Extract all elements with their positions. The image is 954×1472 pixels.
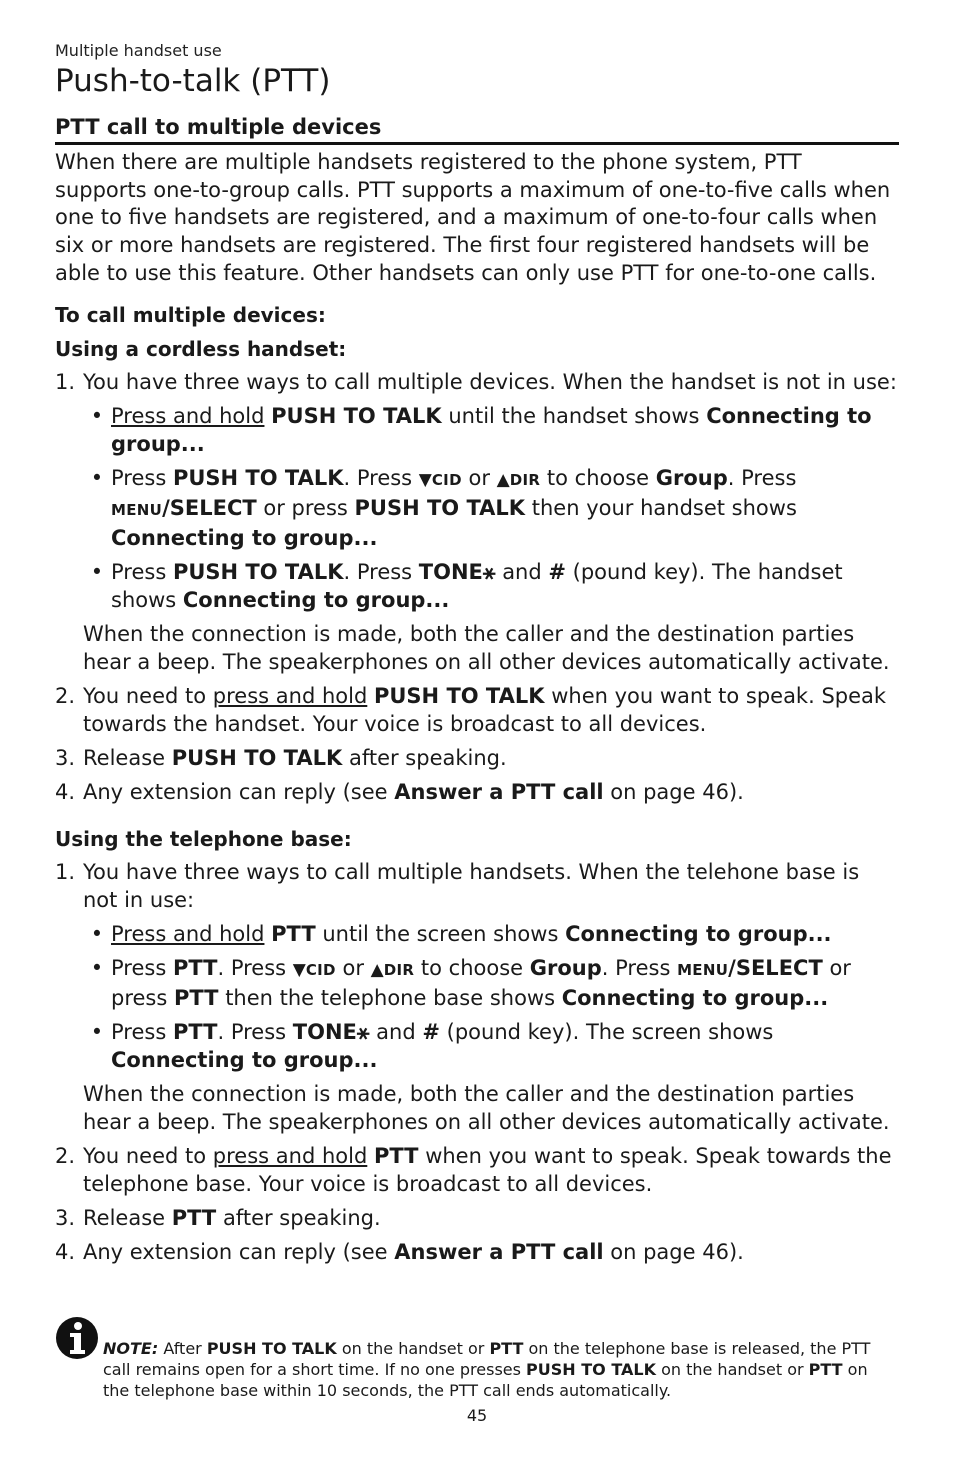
base-step-4: 4. Any extension can reply (see Answer a PTT call on page 46). (55, 1239, 744, 1264)
handset-bullets (83, 402, 899, 614)
page-number: 45 (466, 1406, 488, 1425)
down-arrow-icon: ▼ (418, 469, 432, 490)
list-item: • Press and hold PUSH TO TALK until the handset shows Connecting to group... (90, 403, 872, 456)
handset-step-4: 4. Any extension can reply (see Answer a PTT call on page 46). (55, 779, 744, 804)
list-item: • Press PTT. Press TONE⚹ and # (pound key). The screen shows Connecting to group... (90, 1019, 774, 1072)
list-item: • Press and hold PTT until the screen shows Connecting to group... (90, 921, 832, 946)
base-after-text: When the connection is made, both the caller and the destination parties hear a beep. The speakerphones on all other devices automatically activate. (83, 1081, 890, 1134)
intro-paragraph: When there are multiple handsets registered to the phone system, PTT supports one-to-group calls. PTT supports a maximum of one-to-five calls when one to five handsets are registered, and a maximum of one-to-four calls when six or more handsets are registered. The first four registered handsets will be able to use this feature. Other handsets can only use PTT for one-to-one calls. (55, 150, 891, 285)
down-arrow-icon: ▼ (292, 959, 306, 980)
base-step-2: 2. You need to press and hold PTT when you want to speak. Speak towards the telephone base. Your voice is broadcast to all devices. (55, 1143, 892, 1196)
info-icon (55, 1316, 99, 1360)
handset-step-2: 2. You need to press and hold PUSH TO TALK when you want to speak. Speak towards the handset. Your voice is broadcast to all devices. (55, 683, 887, 736)
section-label: Multiple handset use (55, 41, 222, 60)
note-text: NOTE: After PUSH TO TALK on the handset or PTT on the telephone base is released, the PTT call remains open for a short time. If no one presses PUSH TO TALK on the handset or PTT on the telephone base within 10 seconds, the PTT call ends automatically. (103, 1339, 871, 1400)
list-item: • Press PTT. Press ▼CID or ▲DIR to choose Group. Press MENU/SELECT or press PTT then the telephone base shows Connecting to group... (90, 955, 851, 1010)
page-title: Push-to-talk (PTT) (55, 63, 331, 99)
star-icon: ⚹ (482, 559, 496, 584)
handset-step-3: 3. Release PUSH TO TALK after speaking. (55, 745, 507, 770)
page-content (55, 40, 899, 1266)
handset-step-1: 1. You have three ways to call multiple devices. When the handset is not in use: (55, 369, 897, 394)
list-item: • Press PUSH TO TALK. Press ▼CID or ▲DIR to choose Group. Press MENU/SELECT or press PUSH TO TALK then your handset shows Connecting to group... (90, 465, 797, 550)
handset-after-text: When the connection is made, both the caller and the destination parties hear a beep. The speakerphones on all other devices automatically activate. (83, 621, 890, 674)
list-item: • Press PUSH TO TALK. Press TONE⚹ and # (pound key). The handset shows Connecting to group... (90, 559, 843, 612)
subheading: PTT call to multiple devices (55, 114, 899, 145)
base-heading: Using the telephone base: (55, 826, 352, 851)
base-bullets (83, 920, 899, 1074)
star-icon: ⚹ (356, 1019, 370, 1044)
note-box (55, 1316, 895, 1401)
up-arrow-icon: ▲ (496, 469, 510, 490)
lead-heading: To call multiple devices: (55, 302, 326, 327)
base-step-1: 1. You have three ways to call multiple handsets. When the telehone base is not in use: (55, 859, 860, 912)
handset-heading: Using a cordless handset: (55, 336, 347, 361)
base-step-3: 3. Release PTT after speaking. (55, 1205, 381, 1230)
up-arrow-icon: ▲ (370, 959, 384, 980)
